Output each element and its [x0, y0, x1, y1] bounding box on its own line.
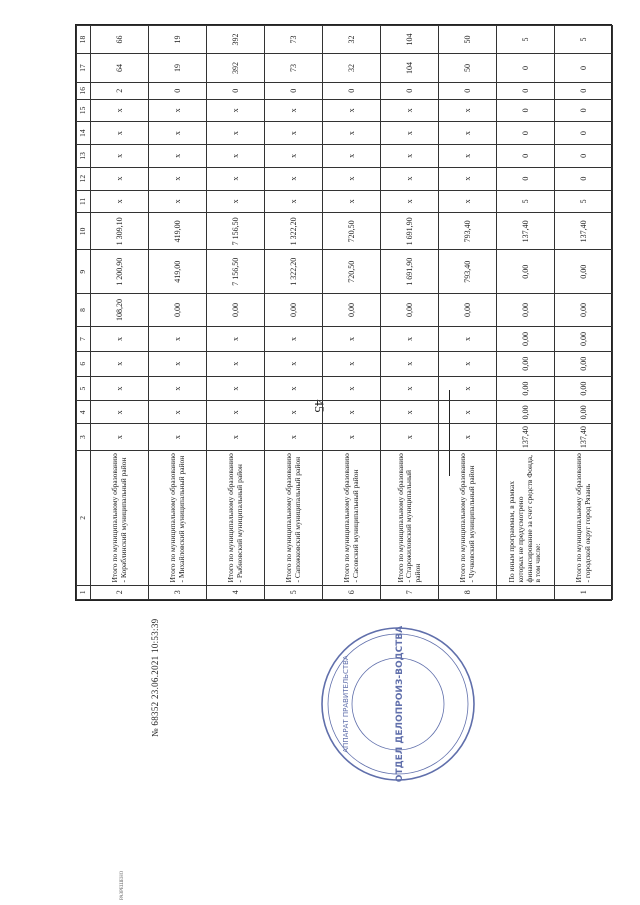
- table-cell: 0: [555, 145, 613, 168]
- table-cell: 0: [555, 167, 613, 190]
- table-cell: x: [323, 190, 381, 213]
- table-cell: 0,00: [381, 293, 439, 326]
- table-cell: x: [381, 122, 439, 145]
- table-cell: 19: [149, 54, 207, 83]
- table-row: [91, 26, 149, 600]
- table-cell: x: [149, 122, 207, 145]
- table-cell: x: [207, 351, 265, 376]
- table-cell: 108,20: [91, 293, 149, 326]
- table-cell: x: [323, 99, 381, 122]
- table-cell: x: [439, 327, 497, 352]
- table-cell: 137,40: [497, 213, 555, 250]
- row-name: Итого по муниципальному образованию - городской округ город Рязань: [555, 451, 613, 585]
- table-cell: x: [265, 190, 323, 213]
- header-cell: 13: [77, 145, 91, 168]
- header-cell: 6: [77, 351, 91, 376]
- table-cell: x: [207, 122, 265, 145]
- table-cell: x: [91, 122, 149, 145]
- table-cell: 0,00: [497, 293, 555, 326]
- table-cell: 0: [497, 145, 555, 168]
- stamp-inner-text: ОТДЕЛ ДЕЛОПРОИЗ-ВОДСТВА: [395, 625, 405, 783]
- row-name: Итого по муниципальному образованию - Рыбновский муниципальный район: [207, 451, 265, 585]
- table-cell: x: [323, 327, 381, 352]
- table-cell: 0,00: [497, 401, 555, 424]
- table-cell: x: [149, 327, 207, 352]
- table-cell: 720,50: [323, 213, 381, 250]
- table-cell: x: [207, 327, 265, 352]
- table-cell: 392: [207, 26, 265, 54]
- table-cell: x: [381, 376, 439, 401]
- data-table: [76, 25, 613, 600]
- table-cell: 0,00: [555, 351, 613, 376]
- table-cell: 0,00: [497, 351, 555, 376]
- table-cell: x: [381, 351, 439, 376]
- table-cell: 1 322,20: [265, 250, 323, 293]
- table-cell: x: [149, 351, 207, 376]
- stamp-outer-text: АППАРАТ ПРАВИТЕЛЬСТВА: [342, 655, 350, 753]
- header-cell: 2: [77, 451, 91, 585]
- page-number: 45: [312, 399, 327, 413]
- table-row: [207, 26, 265, 600]
- table-cell: 137,40: [555, 213, 613, 250]
- table-cell: 0,00: [555, 376, 613, 401]
- table-cell: x: [265, 401, 323, 424]
- row-name: Итого по муниципальному образованию - Кораблинский муниципальный район: [91, 451, 149, 585]
- table-cell: 793,40: [439, 213, 497, 250]
- table-cell: x: [265, 99, 323, 122]
- header-cell: 10: [77, 213, 91, 250]
- header-cell: 5: [77, 376, 91, 401]
- row-number: 6: [323, 585, 381, 599]
- table-cell: 0,00: [555, 401, 613, 424]
- registration-number: № 68352 23.06.2021 10:53:39: [150, 618, 160, 737]
- table-cell: 2: [91, 82, 149, 99]
- table-cell: 419,00: [149, 213, 207, 250]
- row-name: По иным программам, в рамках которых не предусмотрено финансирование за счет средств Фонда, в том числе:: [497, 451, 555, 585]
- table-cell: x: [265, 376, 323, 401]
- table-cell: x: [439, 145, 497, 168]
- row-name: Итого по муниципальному образованию - Чучковский муниципальный район: [439, 451, 497, 585]
- header-cell: 15: [77, 99, 91, 122]
- corner-mark: РАЗРЕШЕНО: [120, 870, 125, 900]
- table-cell: 0: [555, 122, 613, 145]
- table-cell: x: [439, 351, 497, 376]
- table-cell: x: [91, 424, 149, 451]
- table-cell: 0: [497, 82, 555, 99]
- table-cell: x: [439, 376, 497, 401]
- row-number: 5: [265, 585, 323, 599]
- table-cell: x: [323, 424, 381, 451]
- table-cell: x: [381, 190, 439, 213]
- table-cell: x: [91, 351, 149, 376]
- official-stamp: [318, 624, 478, 784]
- table-cell: 64: [91, 54, 149, 83]
- table-cell: x: [381, 327, 439, 352]
- table-cell: x: [265, 122, 323, 145]
- table-cell: 0: [439, 82, 497, 99]
- table-cell: 7 156,50: [207, 250, 265, 293]
- table-cell: x: [207, 99, 265, 122]
- table-cell: x: [149, 99, 207, 122]
- table-cell: x: [323, 145, 381, 168]
- table-cell: 0: [497, 54, 555, 83]
- table-cell: x: [323, 167, 381, 190]
- table-cell: x: [439, 401, 497, 424]
- table-row: [497, 26, 555, 600]
- table-cell: x: [265, 351, 323, 376]
- table-cell: 50: [439, 54, 497, 83]
- table-cell: 0: [497, 99, 555, 122]
- table-cell: x: [91, 167, 149, 190]
- table-cell: 0,00: [497, 250, 555, 293]
- header-cell: 16: [77, 82, 91, 99]
- row-number: 4: [207, 585, 265, 599]
- table-cell: x: [265, 424, 323, 451]
- table-row: [555, 26, 613, 600]
- table-cell: x: [265, 145, 323, 168]
- table-row: [381, 26, 439, 600]
- table-cell: 0: [497, 122, 555, 145]
- table-cell: 1 691,90: [381, 250, 439, 293]
- table-cell: x: [207, 376, 265, 401]
- table-cell: 50: [439, 26, 497, 54]
- table-cell: 0,00: [555, 293, 613, 326]
- table-cell: x: [381, 145, 439, 168]
- header-cell: 4: [77, 401, 91, 424]
- table-cell: 793,40: [439, 250, 497, 293]
- header-cell: 12: [77, 167, 91, 190]
- table-cell: x: [323, 122, 381, 145]
- header-cell: 9: [77, 250, 91, 293]
- header-row: [77, 26, 91, 600]
- table-cell: x: [381, 167, 439, 190]
- table-cell: 0,00: [555, 327, 613, 352]
- table-cell: 0: [381, 82, 439, 99]
- data-table-frame: [75, 24, 612, 601]
- row-name: Итого по муниципальному образованию - Старожиловский муниципальный район: [381, 451, 439, 585]
- table-cell: x: [91, 401, 149, 424]
- table-cell: 137,40: [497, 424, 555, 451]
- table-cell: x: [265, 167, 323, 190]
- row-name: Итого по муниципальному образованию - Сасовский муниципальный район: [323, 451, 381, 585]
- table-cell: 104: [381, 26, 439, 54]
- row-number: [497, 585, 555, 599]
- table-cell: 0: [149, 82, 207, 99]
- table-cell: 0,00: [555, 250, 613, 293]
- table-cell: 7 156,50: [207, 213, 265, 250]
- table-cell: 73: [265, 26, 323, 54]
- table-cell: 1 691,90: [381, 213, 439, 250]
- row-number: 1: [555, 585, 613, 599]
- table-cell: 19: [149, 26, 207, 54]
- header-cell: 17: [77, 54, 91, 83]
- row-number: 7: [381, 585, 439, 599]
- row-name: Итого по муниципальному образованию - Михайловский муниципальный район: [149, 451, 207, 585]
- table-cell: 1 200,90: [91, 250, 149, 293]
- table-cell: 0,00: [439, 293, 497, 326]
- table-cell: 0: [497, 167, 555, 190]
- table-cell: 1 309,10: [91, 213, 149, 250]
- table-cell: x: [91, 145, 149, 168]
- table-cell: x: [381, 401, 439, 424]
- table-cell: x: [439, 99, 497, 122]
- table-cell: 0: [207, 82, 265, 99]
- table-cell: x: [439, 122, 497, 145]
- table-cell: 73: [265, 54, 323, 83]
- row-number: 8: [439, 585, 497, 599]
- table-row: [265, 26, 323, 600]
- table-cell: 0: [555, 99, 613, 122]
- table-cell: 5: [555, 26, 613, 54]
- table-cell: 32: [323, 26, 381, 54]
- table-cell: 66: [91, 26, 149, 54]
- table-cell: 0: [265, 82, 323, 99]
- table-cell: 104: [381, 54, 439, 83]
- header-cell: 18: [77, 26, 91, 54]
- table-cell: 32: [323, 54, 381, 83]
- table-row: [149, 26, 207, 600]
- table-cell: 419,00: [149, 250, 207, 293]
- table-cell: 5: [497, 26, 555, 54]
- table-cell: x: [439, 424, 497, 451]
- table-cell: 392: [207, 54, 265, 83]
- table-cell: x: [91, 376, 149, 401]
- table-row: [323, 26, 381, 600]
- table-cell: x: [381, 99, 439, 122]
- table-cell: 0,00: [497, 327, 555, 352]
- table-cell: x: [149, 145, 207, 168]
- table-cell: 0,00: [207, 293, 265, 326]
- table-cell: 137,40: [555, 424, 613, 451]
- table-cell: x: [439, 167, 497, 190]
- header-cell: 14: [77, 122, 91, 145]
- table-cell: 0,00: [323, 293, 381, 326]
- table-cell: 720,50: [323, 250, 381, 293]
- header-cell: 3: [77, 424, 91, 451]
- table-cell: 0,00: [265, 293, 323, 326]
- table-cell: 0: [323, 82, 381, 99]
- table-cell: x: [149, 167, 207, 190]
- table-cell: x: [91, 327, 149, 352]
- header-cell: 11: [77, 190, 91, 213]
- table-cell: x: [149, 424, 207, 451]
- table-cell: x: [381, 424, 439, 451]
- row-number: 2: [91, 585, 149, 599]
- table-cell: 0,00: [149, 293, 207, 326]
- table-cell: 5: [555, 190, 613, 213]
- header-cell: 1: [77, 585, 91, 599]
- table-cell: 5: [497, 190, 555, 213]
- header-cell: 7: [77, 327, 91, 352]
- table-cell: x: [207, 401, 265, 424]
- table-cell: 1 322,20: [265, 213, 323, 250]
- row-number: 3: [149, 585, 207, 599]
- row-name: Итого по муниципальному образованию - Сапожковский муниципальный район: [265, 451, 323, 585]
- table-cell: x: [323, 401, 381, 424]
- table-cell: x: [323, 351, 381, 376]
- table-cell: x: [207, 424, 265, 451]
- table-cell: x: [91, 99, 149, 122]
- table-cell: 0: [555, 82, 613, 99]
- table-cell: x: [207, 190, 265, 213]
- table-cell: 0,00: [497, 376, 555, 401]
- table-cell: x: [439, 190, 497, 213]
- table-cell: x: [323, 376, 381, 401]
- table-row: [439, 26, 497, 600]
- header-cell: 8: [77, 293, 91, 326]
- table-cell: x: [91, 190, 149, 213]
- table-cell: x: [265, 327, 323, 352]
- table-cell: x: [149, 376, 207, 401]
- table-cell: x: [149, 401, 207, 424]
- table-cell: x: [207, 167, 265, 190]
- table-cell: 0: [555, 54, 613, 83]
- table-cell: x: [149, 190, 207, 213]
- table-cell: x: [207, 145, 265, 168]
